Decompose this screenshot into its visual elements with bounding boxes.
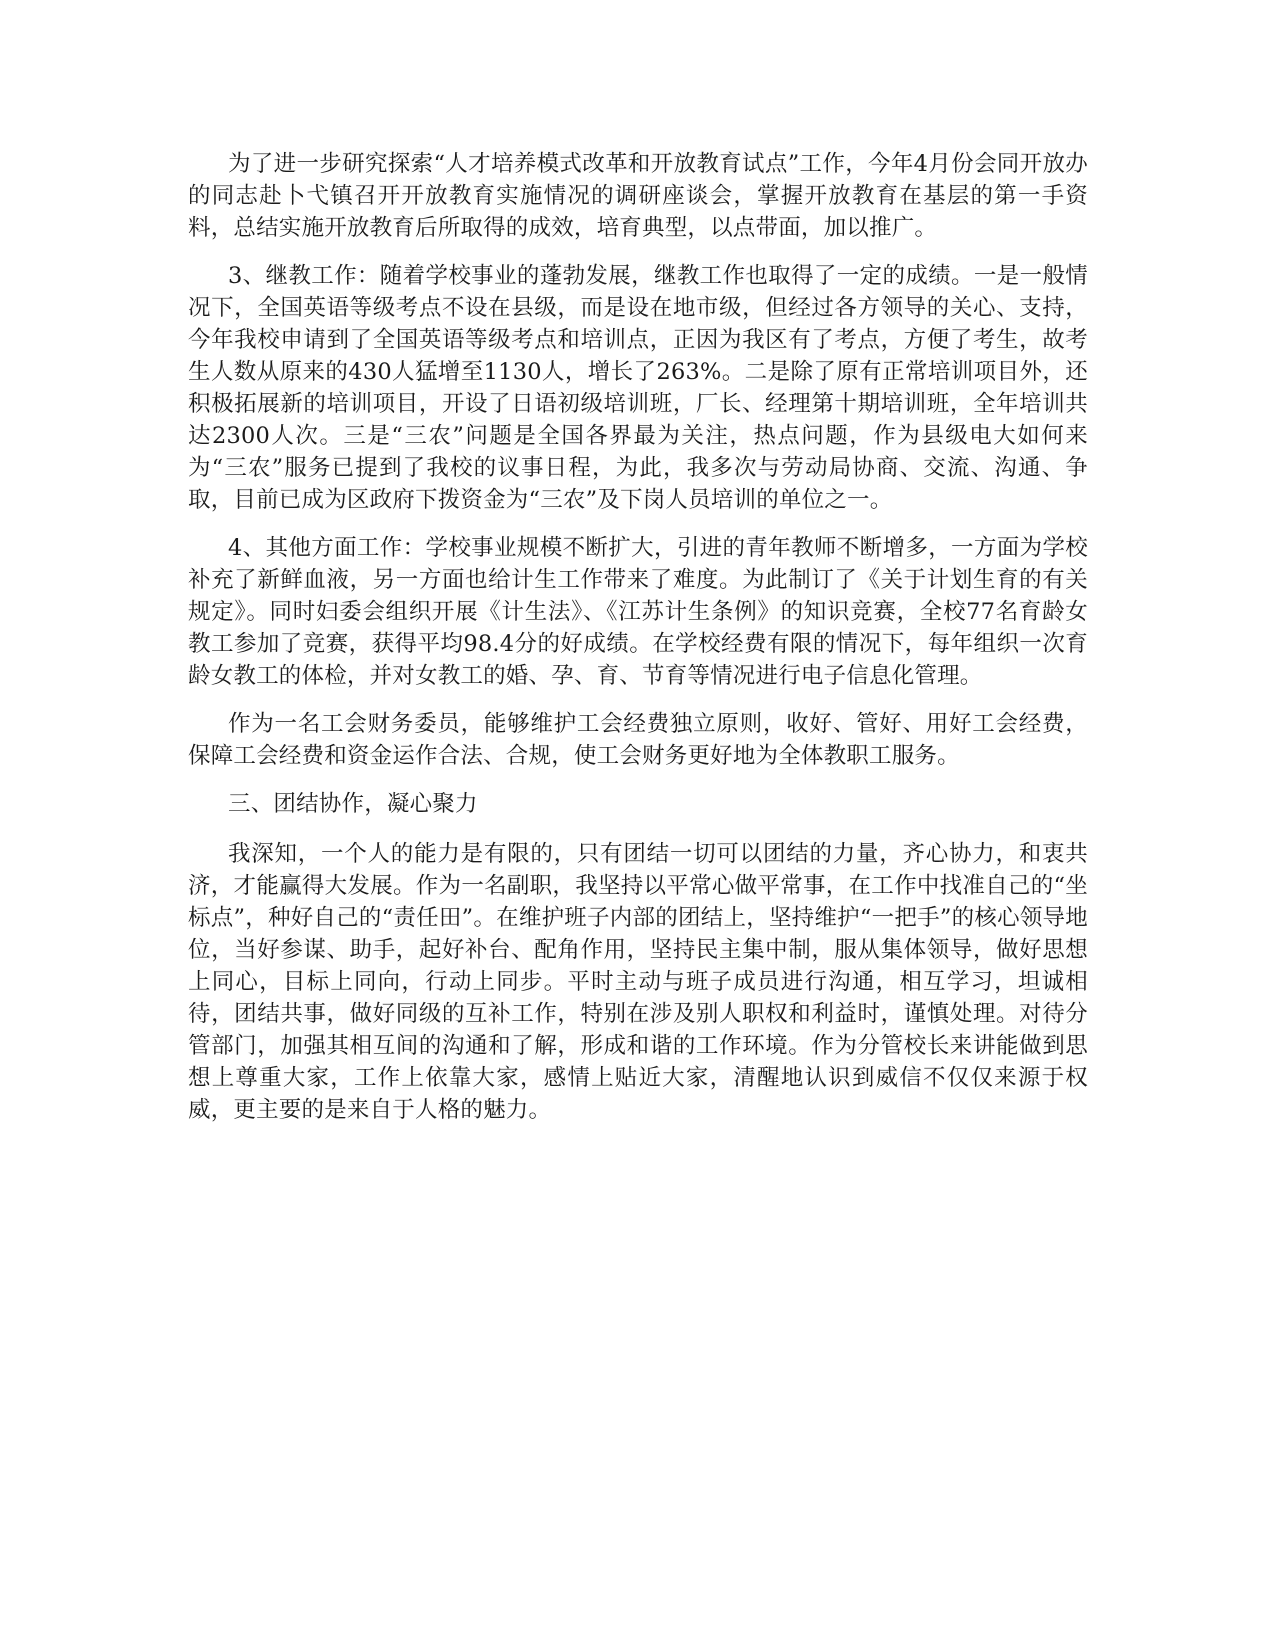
paragraph-other-work: 4、其他方面工作：学校事业规模不断扩大，引进的青年教师不断增多，一方面为学校补充了新鲜血液，另一方面也给计生工作带来了难度。为此制订了《关于计划生育的有关规定》。同时妇委会组织开展《计生法》、《江苏计生条例》的知识竞赛，全校77名育龄女教工参加了竞赛，获得平均98.4分的好成绩。在学校经费有限的情况下，每年组织一次育龄女教工的体检，并对女教工的婚、孕、育、节育等情况进行电子信息化管理。 [188,535,1088,689]
paragraph-open-education: 为了进一步研究探索“人才培养模式改革和开放教育试点”工作，今年4月份会同开放办的同志赴卜弋镇召开开放教育实施情况的调研座谈会，掌握开放教育在基层的第一手资料，总结实施开放教育后所取得的成效，培育典型，以点带面，加以推广。 [188,151,1088,241]
paragraph-continuing-education: 3、继教工作：随着学校事业的蓬勃发展，继教工作也取得了一定的成绩。一是一般情况下，全国英语等级考点不设在县级，而是设在地市级，但经过各方领导的关心、支持，今年我校申请到了全国英语等级考点和培训点，正因为我区有了考点，方便了考生，故考生人数从原来的430人猛增至1130人，增长了263%。二是除了原有正常培训项目外，还积极拓展新的培训项目，开设了日语初级培训班，厂长、经理第十期培训班，全年培训共达2300人次。三是“三农”问题是全国各界最为关注，热点问题，作为县级电大如何来为“三农”服务已提到了我校的议事日程，为此，我多次与劳动局协商、交流、沟通、争取，目前已成为区政府下拨资金为“三农”及下岗人员培训的单位之一。 [188,263,1088,513]
paragraph-union-finance: 作为一名工会财务委员，能够维护工会经费独立原则，收好、管好、用好工会经费，保障工会经费和资金运作合法、合规，使工会财务更好地为全体教职工服务。 [188,711,1088,769]
section-heading-unity: 三、团结协作，凝心聚力 [228,791,478,817]
paragraph-unity-cooperation: 我深知，一个人的能力是有限的，只有团结一切可以团结的力量，齐心协力，和衷共济，才能赢得大发展。作为一名副职，我坚持以平常心做平常事，在工作中找准自己的“坐标点”，种好自己的“责任田”。在维护班子内部的团结上，坚持维护“一把手”的核心领导地位，当好参谋、助手，起好补台、配角作用，坚持民主集中制，服从集体领导，做好思想上同心，目标上同向，行动上同步。平时主动与班子成员进行沟通，相互学习，坦诚相待，团结共事，做好同级的互补工作，特别在涉及别人职权和利益时，谨慎处理。对待分管部门，加强其相互间的沟通和了解，形成和谐的工作环境。作为分管校长来讲能做到思想上尊重大家，工作上依靠大家，感情上贴近大家，清醒地认识到威信不仅仅来源于权威，更主要的是来自于人格的魅力。 [188,841,1088,1123]
document-body [188,148,1088,1142]
